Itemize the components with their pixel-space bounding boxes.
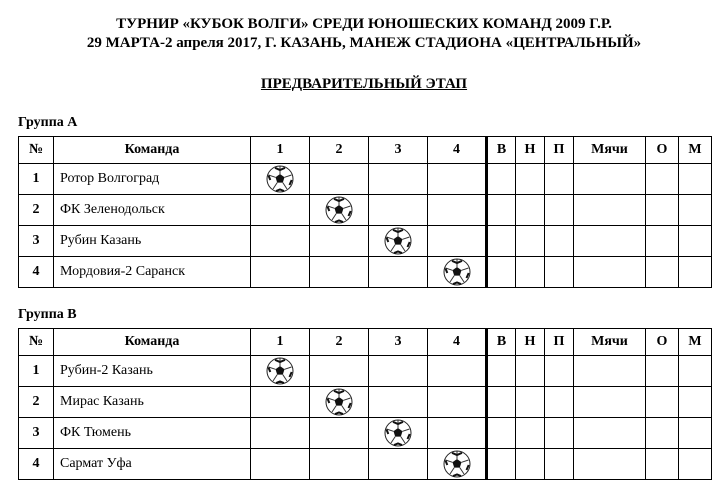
match-cell xyxy=(310,449,369,480)
team-name: Ротор Волгоград xyxy=(54,164,251,195)
result-cell xyxy=(679,164,712,195)
column-header: 2 xyxy=(310,137,369,164)
table-row xyxy=(19,418,712,449)
team-number: 4 xyxy=(19,257,54,288)
result-cell xyxy=(646,226,679,257)
team-number: 4 xyxy=(19,449,54,480)
match-cell xyxy=(369,418,428,449)
match-cell xyxy=(369,356,428,387)
match-cell xyxy=(369,195,428,226)
soccer-ball-icon xyxy=(443,450,471,478)
column-header: 4 xyxy=(428,329,487,356)
result-cell xyxy=(646,449,679,480)
column-header: Команда xyxy=(54,137,251,164)
column-header: П xyxy=(545,137,574,164)
result-cell xyxy=(679,226,712,257)
match-cell xyxy=(428,387,487,418)
match-cell xyxy=(251,226,310,257)
result-cell xyxy=(545,257,574,288)
team-number: 2 xyxy=(19,195,54,226)
match-cell xyxy=(428,356,487,387)
column-header: № xyxy=(19,137,54,164)
result-cell xyxy=(487,257,516,288)
result-cell xyxy=(679,387,712,418)
result-cell xyxy=(679,418,712,449)
match-cell xyxy=(369,257,428,288)
result-cell xyxy=(487,164,516,195)
column-header: 1 xyxy=(251,329,310,356)
result-cell xyxy=(545,356,574,387)
match-cell xyxy=(251,195,310,226)
table-header-row xyxy=(19,137,712,164)
result-cell xyxy=(679,257,712,288)
match-cell xyxy=(369,164,428,195)
team-name: ФК Тюмень xyxy=(54,418,251,449)
column-header: В xyxy=(487,137,516,164)
result-cell xyxy=(487,449,516,480)
result-cell xyxy=(487,195,516,226)
match-cell xyxy=(428,257,487,288)
result-cell xyxy=(574,387,646,418)
table-row xyxy=(19,356,712,387)
result-cell xyxy=(516,356,545,387)
match-cell xyxy=(251,449,310,480)
result-cell xyxy=(487,356,516,387)
team-number: 2 xyxy=(19,387,54,418)
result-cell xyxy=(679,449,712,480)
match-cell xyxy=(310,257,369,288)
match-cell xyxy=(428,226,487,257)
team-name: ФК Зеленодольск xyxy=(54,195,251,226)
group-label: Группа А xyxy=(18,115,78,130)
result-cell xyxy=(516,226,545,257)
group-label: Группа В xyxy=(18,307,77,322)
column-header: 3 xyxy=(369,329,428,356)
table-header-row xyxy=(19,329,712,356)
result-cell xyxy=(646,257,679,288)
match-cell xyxy=(369,449,428,480)
group-standings-table xyxy=(18,136,712,288)
result-cell xyxy=(574,164,646,195)
result-cell xyxy=(574,257,646,288)
match-cell xyxy=(251,387,310,418)
result-cell xyxy=(516,387,545,418)
column-header: Мячи xyxy=(574,329,646,356)
match-cell xyxy=(251,257,310,288)
tournament-title: ТУРНИР «КУБОК ВОЛГИ» СРЕДИ ЮНОШЕСКИХ КОМАНД 2009 Г.Р. xyxy=(116,16,612,32)
match-cell xyxy=(369,387,428,418)
soccer-ball-icon xyxy=(384,227,412,255)
match-cell xyxy=(310,164,369,195)
team-number: 1 xyxy=(19,356,54,387)
column-header: 2 xyxy=(310,329,369,356)
table-row xyxy=(19,195,712,226)
result-cell xyxy=(545,226,574,257)
match-cell xyxy=(428,449,487,480)
team-name: Сармат Уфа xyxy=(54,449,251,480)
result-cell xyxy=(487,226,516,257)
table-row xyxy=(19,164,712,195)
result-cell xyxy=(646,164,679,195)
result-cell xyxy=(646,418,679,449)
result-cell xyxy=(516,449,545,480)
column-header: 4 xyxy=(428,137,487,164)
column-header: О xyxy=(646,137,679,164)
team-name: Рубин Казань xyxy=(54,226,251,257)
result-cell xyxy=(545,418,574,449)
result-cell xyxy=(679,356,712,387)
match-cell xyxy=(428,164,487,195)
column-header: Команда xyxy=(54,329,251,356)
result-cell xyxy=(646,195,679,226)
group-standings-table xyxy=(18,328,712,480)
column-header: П xyxy=(545,329,574,356)
result-cell xyxy=(545,449,574,480)
column-header: Н xyxy=(516,329,545,356)
tournament-dates-venue: 29 МАРТА-2 апреля 2017, Г. КАЗАНЬ, МАНЕЖ СТАДИОНА «ЦЕНТРАЛЬНЫЙ» xyxy=(86,35,642,51)
match-cell xyxy=(251,418,310,449)
match-cell xyxy=(310,356,369,387)
table-row xyxy=(19,226,712,257)
result-cell xyxy=(516,195,545,226)
soccer-ball-icon xyxy=(325,388,353,416)
match-cell xyxy=(428,418,487,449)
team-name: Мордовия-2 Саранск xyxy=(54,257,251,288)
column-header: Н xyxy=(516,137,545,164)
result-cell xyxy=(574,195,646,226)
result-cell xyxy=(574,356,646,387)
stage-title: ПРЕДВАРИТЕЛЬНЫЙ ЭТАП xyxy=(260,76,468,92)
result-cell xyxy=(487,387,516,418)
column-header: В xyxy=(487,329,516,356)
soccer-ball-icon xyxy=(266,165,294,193)
soccer-ball-icon xyxy=(325,196,353,224)
result-cell xyxy=(545,387,574,418)
column-header: № xyxy=(19,329,54,356)
soccer-ball-icon xyxy=(443,258,471,286)
result-cell xyxy=(646,387,679,418)
table-row xyxy=(19,449,712,480)
team-number: 1 xyxy=(19,164,54,195)
match-cell xyxy=(251,356,310,387)
result-cell xyxy=(574,418,646,449)
column-header: 1 xyxy=(251,137,310,164)
result-cell xyxy=(574,226,646,257)
match-cell xyxy=(310,387,369,418)
match-cell xyxy=(310,418,369,449)
result-cell xyxy=(545,164,574,195)
result-cell xyxy=(646,356,679,387)
column-header: М xyxy=(679,329,712,356)
result-cell xyxy=(487,418,516,449)
table-row xyxy=(19,257,712,288)
match-cell xyxy=(251,164,310,195)
match-cell xyxy=(428,195,487,226)
soccer-ball-icon xyxy=(266,357,294,385)
result-cell xyxy=(679,195,712,226)
match-cell xyxy=(310,226,369,257)
result-cell xyxy=(574,449,646,480)
match-cell xyxy=(310,195,369,226)
column-header: О xyxy=(646,329,679,356)
column-header: Мячи xyxy=(574,137,646,164)
result-cell xyxy=(516,418,545,449)
soccer-ball-icon xyxy=(384,419,412,447)
team-name: Мирас Казань xyxy=(54,387,251,418)
table-row xyxy=(19,387,712,418)
match-cell xyxy=(369,226,428,257)
team-name: Рубин-2 Казань xyxy=(54,356,251,387)
team-number: 3 xyxy=(19,418,54,449)
column-header: М xyxy=(679,137,712,164)
result-cell xyxy=(516,164,545,195)
result-cell xyxy=(516,257,545,288)
column-header: 3 xyxy=(369,137,428,164)
team-number: 3 xyxy=(19,226,54,257)
result-cell xyxy=(545,195,574,226)
